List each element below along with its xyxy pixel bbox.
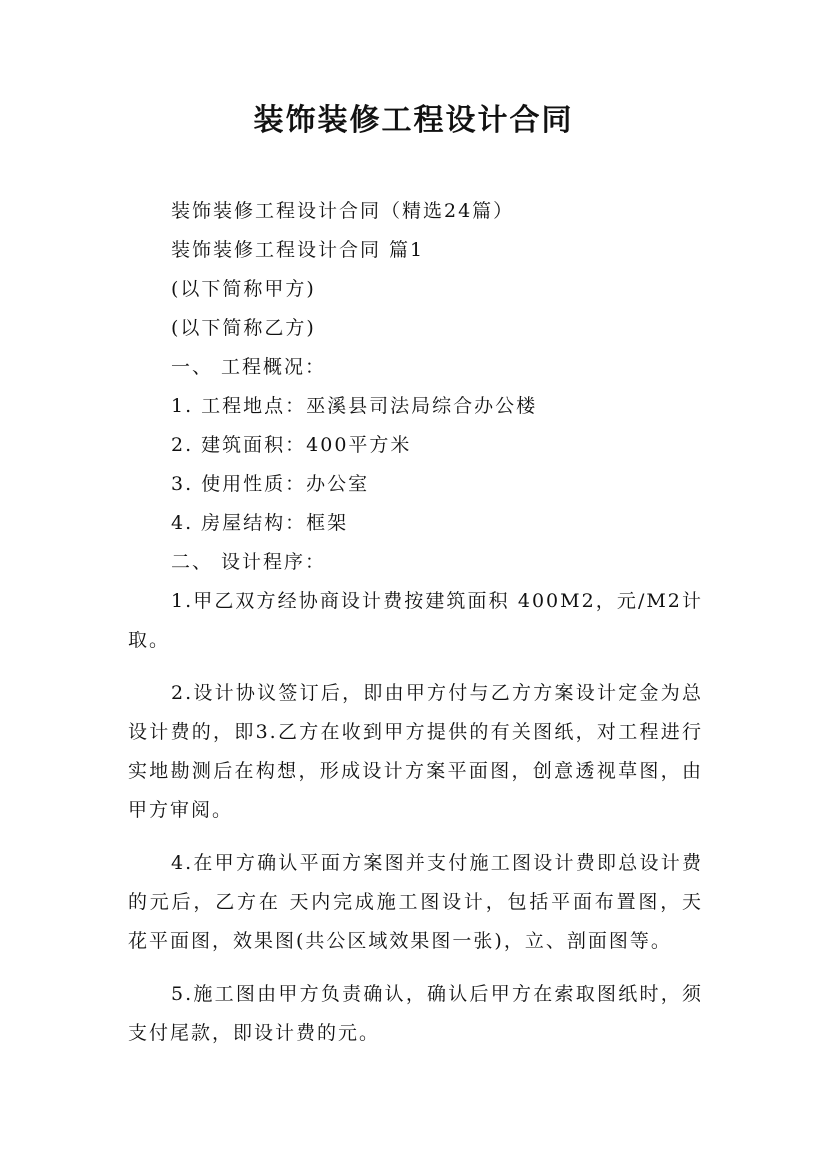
clause-heading-procedure: 二、 设计程序： [171,551,327,573]
subtitle-line: 装饰装修工程设计合同（精选24篇） [171,200,515,222]
procedure-paragraph-5: 5.施工图由甲方负责确认，确认后甲方在索取图纸时，须支付尾款，即设计费的元。 [128,983,703,1044]
clause-item-structure: 4. 房屋结构：框架 [171,512,349,534]
party-b-line: (以下简称乙方) [171,317,316,339]
clause-item-usage: 3. 使用性质：办公室 [171,473,370,495]
document-title: 装饰装修工程设计合同 [253,103,574,138]
procedure-paragraph-1: 1.甲乙双方经协商设计费按建筑面积 400M2，元/M2计取。 [128,590,703,651]
procedure-paragraph-4: 4.在甲方确认平面方案图并支付施工图设计费即总设计费的元后，乙方在 天内完成施工图设计，包括平面布置图，天花平面图，效果图(共公区域效果图一张)，立、剖面图等。 [128,852,703,952]
procedure-paragraph-2: 2.设计协议签订后，即由甲方付与乙方方案设计定金为总设计费的，即3.乙方在收到甲方提供的有关图纸，对工程进行实地勘测后在构想，形成设计方案平面图，创意透视草图，由甲方审阅。 [128,682,703,821]
party-a-line: (以下简称甲方) [171,278,316,300]
section-heading: 装饰装修工程设计合同 篇1 [171,239,425,261]
document-body [128,192,703,1053]
clause-item-location: 1. 工程地点：巫溪县司法局综合办公楼 [171,395,538,417]
clause-heading-overview: 一、 工程概况： [171,356,327,378]
clause-item-area: 2. 建筑面积：400平方米 [171,434,412,456]
